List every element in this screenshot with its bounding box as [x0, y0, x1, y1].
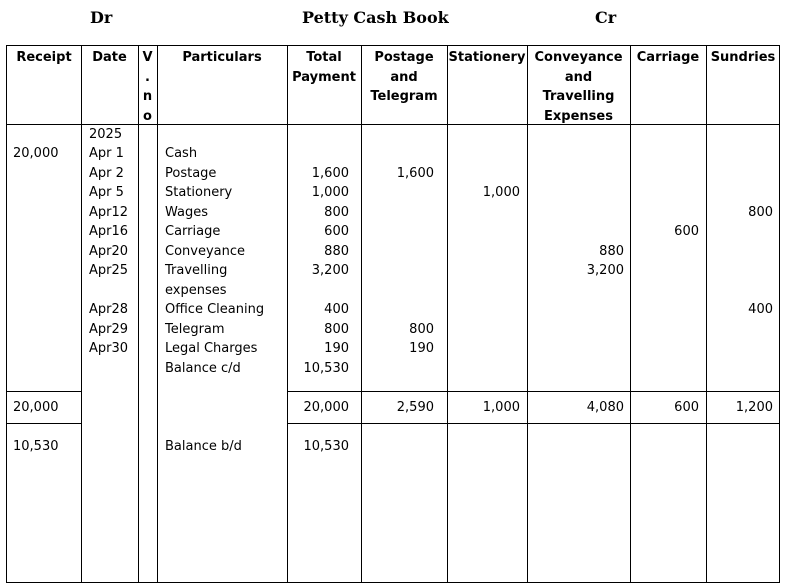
column-rule: [361, 46, 362, 582]
row-total-cell: 1,000: [311, 185, 349, 200]
page-title: Petty Cash Book: [302, 8, 449, 27]
row-particulars-cell: Telegram: [165, 321, 225, 337]
sundries-header: Sundries: [710, 50, 776, 65]
dr-label: Dr: [90, 8, 113, 27]
conveyance-sum: 4,080: [586, 400, 624, 415]
conveyance-header: Conveyance and Travelling Expenses: [534, 50, 623, 124]
year-label: 2025: [89, 127, 123, 142]
row-particulars-cell: Wages: [165, 204, 209, 220]
row-particulars-cell: Postage: [165, 165, 217, 181]
total-payment-header: Total Payment: [292, 50, 356, 85]
carriage-header: Carriage: [636, 50, 700, 65]
row-date-cell: Apr16: [89, 224, 129, 239]
cr-label: Cr: [595, 8, 617, 27]
header-rule: [7, 124, 780, 125]
row-date-cell: Apr20: [89, 243, 129, 259]
row-sundries-cell: 400: [748, 302, 773, 317]
row-carriage-cell: 600: [674, 224, 699, 239]
row-particulars-cell: Legal Charges: [165, 341, 258, 356]
postage-sum: 2,590: [396, 400, 434, 415]
row-total-cell: 10,530: [303, 360, 349, 376]
row-postage-cell: 190: [409, 341, 434, 356]
particulars-header: Particulars: [182, 50, 262, 65]
row-total-cell: 800: [324, 321, 349, 337]
date-header: Date: [92, 50, 127, 65]
sundries-sum: 1,200: [735, 400, 773, 415]
row-receipt-cell: 20,000: [13, 146, 59, 161]
postage-header: Postage and Telegram: [370, 50, 438, 104]
row-conveyance-cell: 3,200: [586, 263, 624, 278]
voucher-no-header: V . n o: [142, 50, 153, 124]
balance-particulars: Balance b/d: [165, 439, 242, 454]
column-rule: [157, 46, 158, 582]
row-date-cell: Apr 2: [89, 165, 124, 181]
row-particulars-cell: Balance c/d: [165, 360, 241, 376]
row-date-cell: Apr28: [89, 302, 129, 317]
row-total-cell: 800: [324, 204, 349, 220]
row-total-cell: 190: [324, 341, 349, 356]
row-particulars-cell: expenses: [165, 282, 227, 298]
row-particulars-cell: Cash: [165, 146, 198, 161]
balance-receipt: 10,530: [13, 439, 59, 454]
row-date-cell: Apr25: [89, 263, 129, 278]
total-rule: [7, 391, 81, 392]
column-rule: [138, 46, 139, 582]
carriage-sum: 600: [674, 400, 699, 415]
row-particulars-cell: Carriage: [165, 224, 221, 239]
row-stationery-cell: 1,000: [482, 185, 520, 200]
row-total-cell: 880: [324, 243, 349, 259]
column-rule: [527, 46, 528, 582]
total-rule: [7, 423, 81, 424]
column-rule: [447, 46, 448, 582]
column-rule: [81, 46, 82, 582]
row-date-cell: Apr29: [89, 321, 129, 337]
row-total-cell: 1,600: [311, 165, 349, 181]
row-total-cell: 400: [324, 302, 349, 317]
total-rule: [287, 391, 780, 392]
row-postage-cell: 1,600: [396, 165, 434, 181]
row-date-cell: Apr 5: [89, 185, 124, 200]
row-date-cell: Apr12: [89, 204, 129, 220]
receipt-total: 20,000: [13, 400, 59, 415]
row-date-cell: Apr30: [89, 341, 129, 356]
row-particulars-cell: Conveyance: [165, 243, 246, 259]
column-rule: [630, 46, 631, 582]
row-particulars-cell: Travelling: [165, 263, 228, 278]
stationery-sum: 1,000: [482, 400, 520, 415]
row-postage-cell: 800: [409, 321, 434, 337]
total-rule: [287, 423, 780, 424]
balance-total: 10,530: [303, 439, 349, 454]
receipt-header: Receipt: [16, 50, 72, 65]
total-payment-sum: 20,000: [303, 400, 349, 415]
row-date-cell: Apr 1: [89, 146, 124, 161]
petty-cash-table: [6, 45, 780, 583]
row-particulars-cell: Stationery: [165, 185, 233, 200]
row-sundries-cell: 800: [748, 204, 773, 220]
row-total-cell: 600: [324, 224, 349, 239]
row-particulars-cell: Office Cleaning: [165, 302, 265, 317]
row-conveyance-cell: 880: [599, 243, 624, 259]
stationery-header: Stationery: [448, 50, 526, 65]
row-total-cell: 3,200: [311, 263, 349, 278]
